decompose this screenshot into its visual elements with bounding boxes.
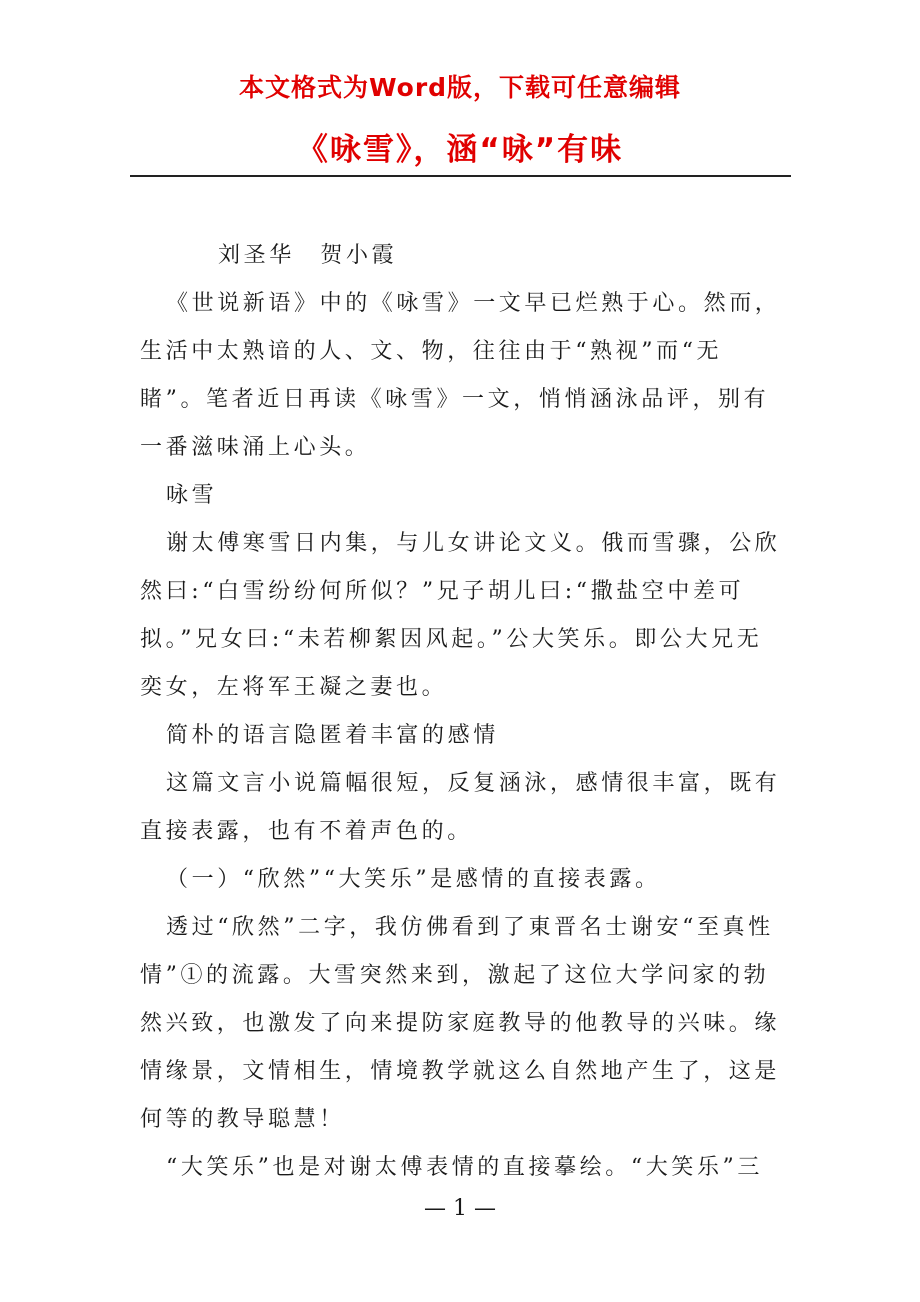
paragraph: 这篇文言小说篇幅很短，反复涵泳，感情很丰富，既有直接表露，也有不着声色的。: [140, 771, 781, 844]
page-number: — 1 —: [424, 1196, 496, 1221]
article-body: [140, 232, 782, 1192]
authors-line: 刘圣华 贺小霞: [218, 243, 398, 268]
paragraph: 谢太傅寒雪日内集，与儿女讲论文义。俄而雪骤，公欣然曰:“白雪纷纷何所似？”兄子胡儿曰:“撒盐空中差可拟。”兄女曰:“未若柳絮因风起。”公大笑乐。即公大兄无奕女，左将军王凝之妻也。: [140, 531, 781, 700]
article-title: 《咏雪》，涵“咏”有味: [296, 132, 624, 168]
paragraph: “大笑乐”也是对谢太傅表情的直接摹绘。“大笑乐”三: [166, 1155, 763, 1180]
section-heading: 咏雪: [166, 483, 218, 508]
section-heading: 简朴的语言隐匿着丰富的感情: [166, 723, 499, 748]
paragraph: 透过“欣然”二字，我仿佛看到了東晋名士谢安“至真性情”①的流露。大雪突然来到，激起了这位大学问家的勃然兴致，也激发了向来提防家庭教导的他教导的兴味。缘情缘景，文情相生，情境教学就这么自然地产生了，这是何等的教导聪慧！: [140, 915, 781, 1132]
header-divider: [130, 175, 791, 177]
document-banner: 本文格式为Word版，下载可任意编辑: [238, 73, 682, 102]
paragraph: 《世说新语》中的《咏雪》一文早已烂熟于心。然而，生活中太熟谙的人、文、物，往往由于“熟视”而“无睹”。笔者近日再读《咏雪》一文，悄悄涵泳品评，别有一番滋味涌上心头。: [140, 291, 781, 460]
subheading: （一）“欣然”“大笑乐”是感情的直接表露。: [166, 867, 661, 892]
